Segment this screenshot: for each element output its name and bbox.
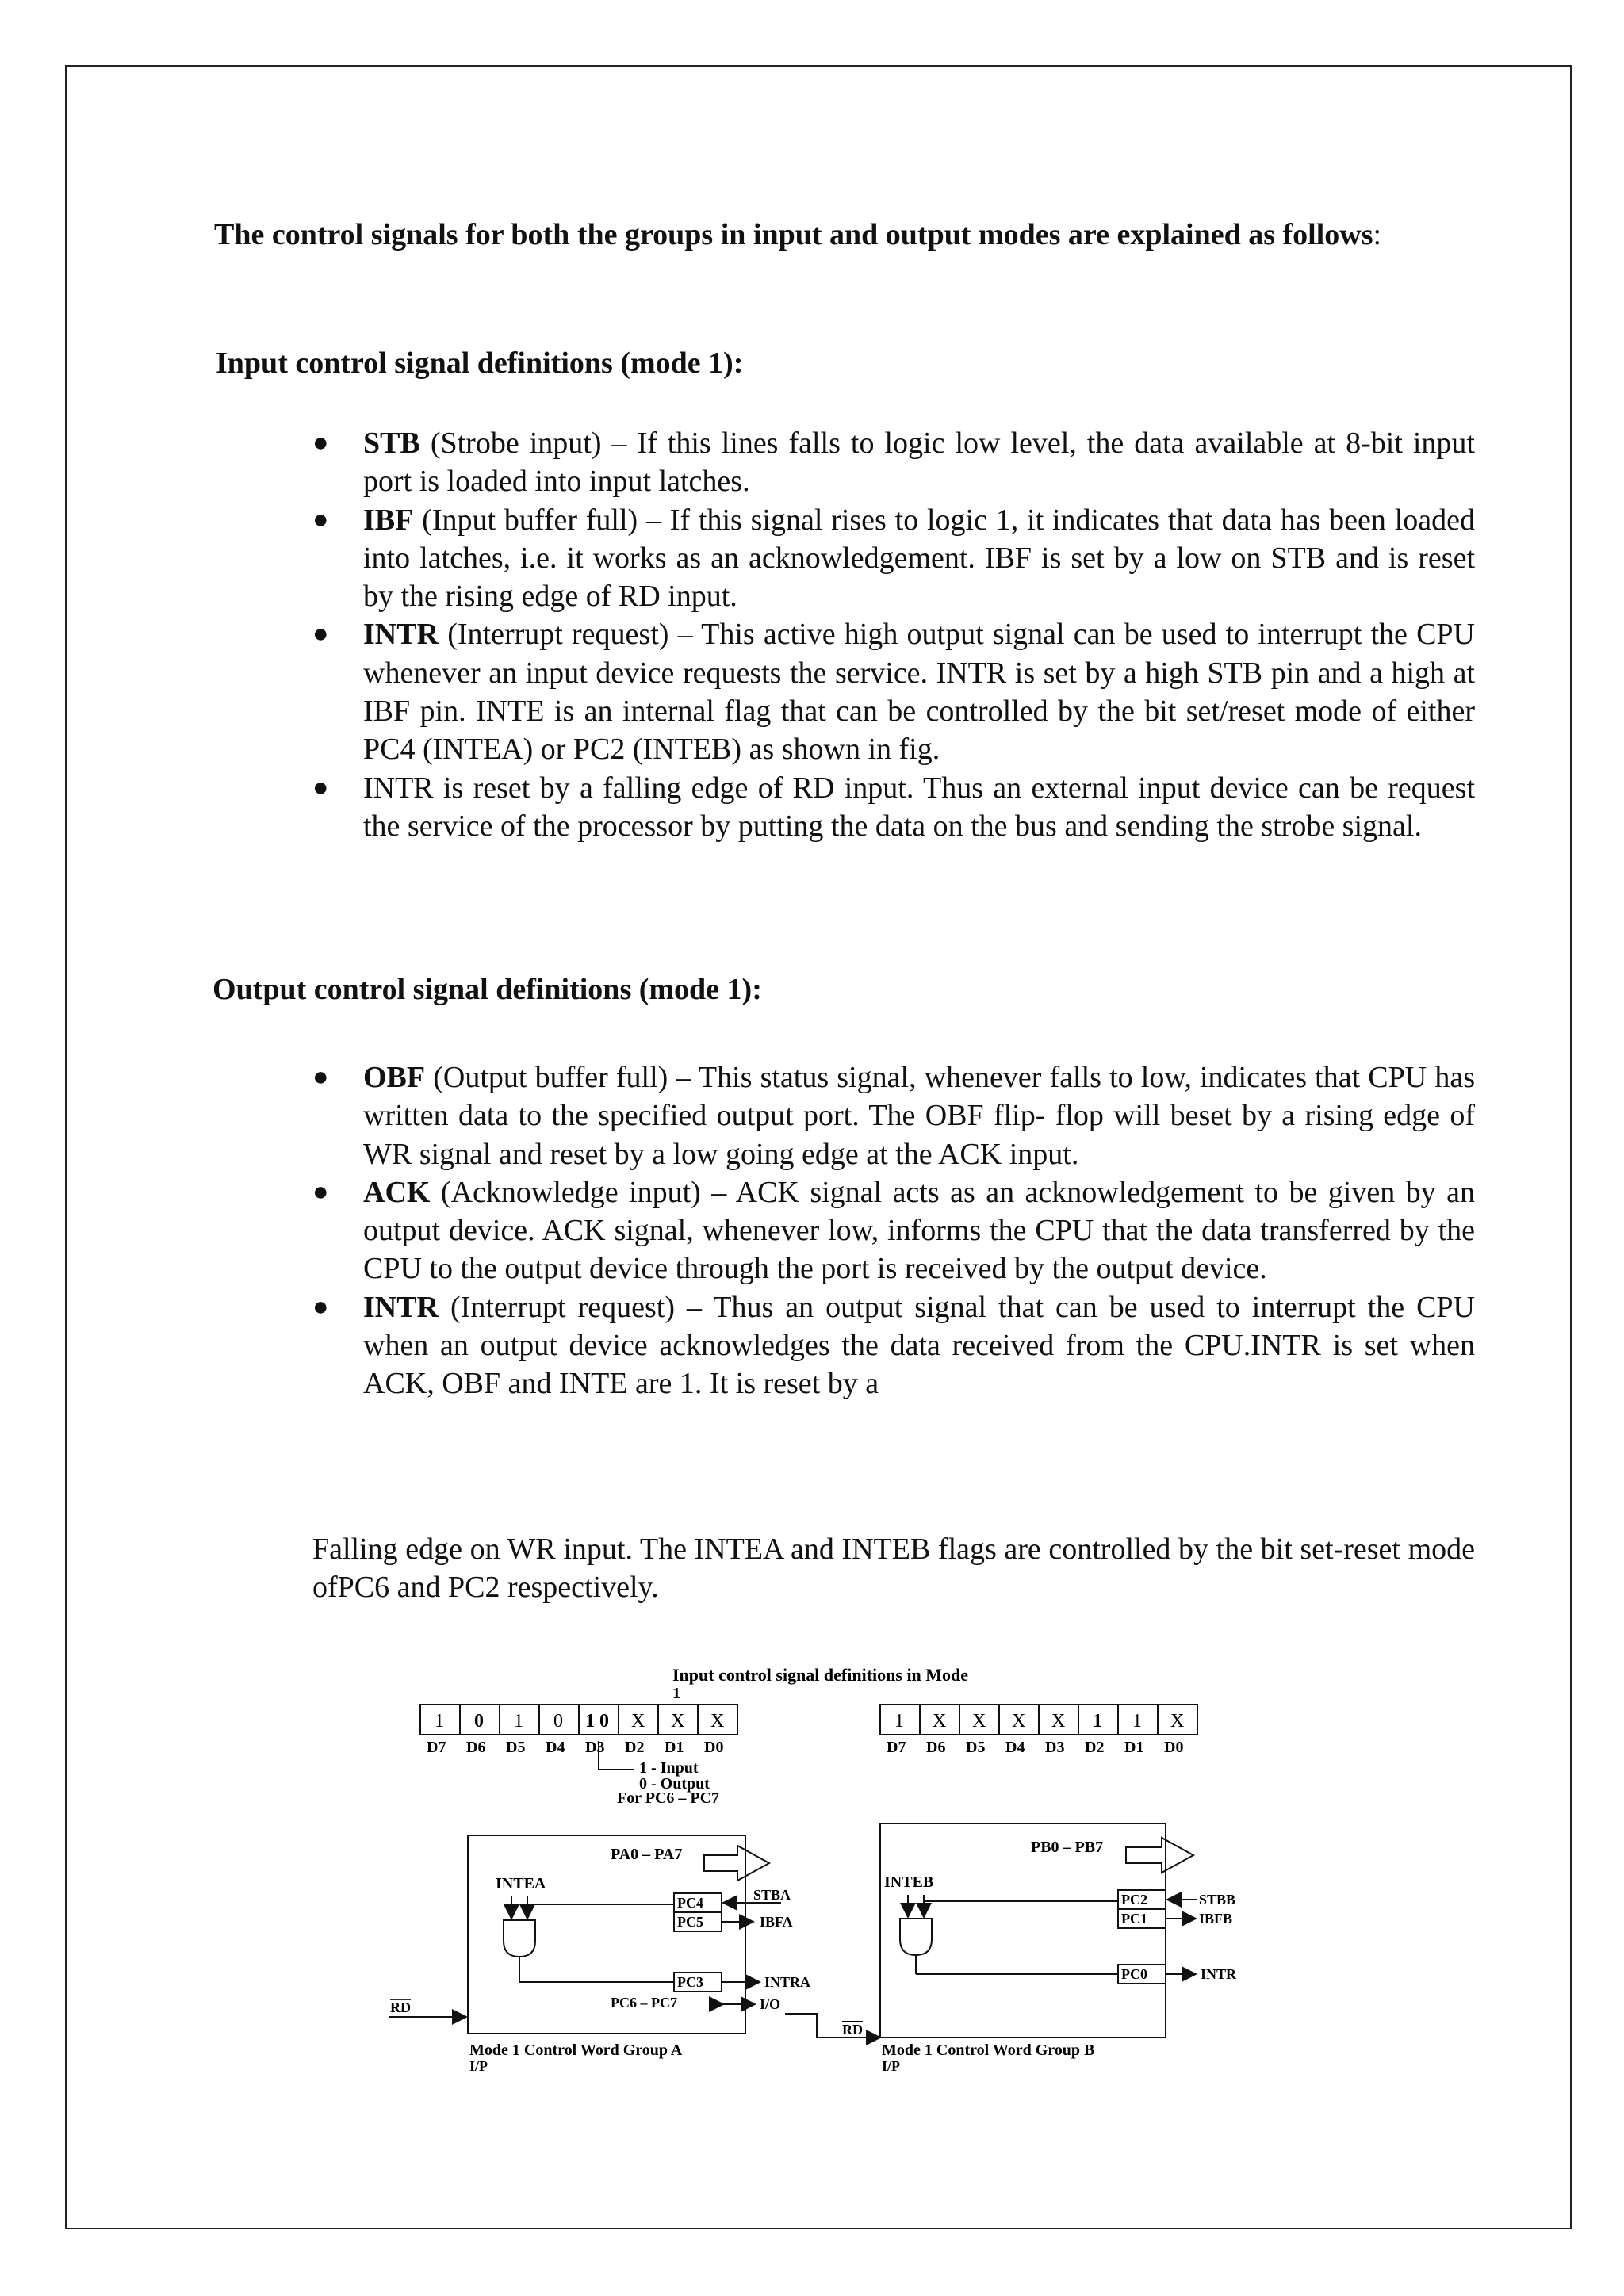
and-gate-icon — [900, 1919, 932, 1955]
inte-a-label: INTEA — [496, 1875, 546, 1892]
bit-label: D7 — [887, 1739, 906, 1756]
bit-cell: X — [1051, 1711, 1066, 1732]
bit-cell: 1 — [1132, 1711, 1142, 1732]
output-section-heading: Output control signal definitions (mode 1): — [213, 973, 762, 1006]
bit-cell: 1 0 — [585, 1711, 609, 1732]
bullet-icon: ● — [312, 1177, 329, 1207]
bullet-icon: ● — [312, 619, 329, 649]
caption-group-a-io: I/P — [469, 2058, 488, 2074]
bit-label: D3 — [1045, 1739, 1065, 1756]
pc67-label: PC6 – PC7 — [611, 1995, 677, 2011]
bit-cell: X — [631, 1711, 645, 1732]
bit-cell: X — [972, 1711, 986, 1732]
signal-description: (Strobe input) – If this lines falls to logic low level, the data available at 8-bit input port is loaded into input latches. — [363, 427, 1475, 499]
signal-term: ACK — [363, 1175, 431, 1209]
output-signal-list — [312, 1058, 1475, 1403]
bit-label: D0 — [704, 1739, 724, 1756]
bit-cell: X — [1012, 1711, 1026, 1732]
list-item — [312, 1173, 1475, 1288]
bit-label: D6 — [926, 1739, 946, 1756]
bit-label: D1 — [1124, 1739, 1144, 1756]
signal-term: OBF — [363, 1061, 426, 1094]
signal-description: (Acknowledge input) – ACK signal acts as an acknowledgement to be given by an output device. ACK signal, whenever low, informs the CPU that the data transferred by the CPU to the output device through the port is received by the output device. — [363, 1175, 1475, 1286]
bullet-icon: ● — [312, 772, 329, 802]
bullet-icon: ● — [312, 1292, 329, 1322]
caption-group-b-io: I/P — [882, 2058, 901, 2074]
bit-label: D4 — [546, 1739, 565, 1756]
pc0-label: PC0 — [1121, 1966, 1147, 1982]
io-note-input: 1 - Input — [639, 1759, 699, 1777]
intro-text: The control signals for both the groups in input and output modes are explained as follows — [214, 218, 1373, 251]
inte-b-label: INTEB — [884, 1873, 934, 1891]
list-item — [312, 501, 1475, 616]
pc1-label: PC1 — [1121, 1911, 1147, 1927]
ibf-a-label: IBFA — [760, 1914, 793, 1930]
bit-label: D4 — [1005, 1739, 1025, 1756]
rd-a-label: RD — [390, 1999, 411, 2015]
list-item — [312, 424, 1475, 501]
list-item — [312, 769, 1475, 846]
bit-cell: 1 — [1093, 1711, 1102, 1732]
rd-b-label: RD — [842, 2022, 863, 2038]
bit-cell: 0 — [553, 1711, 563, 1732]
bit-cell: X — [710, 1711, 725, 1732]
mode1-figure — [373, 1665, 1253, 2077]
bit-label: D0 — [1164, 1739, 1184, 1756]
signal-description: INTR is reset by a falling edge of RD input. Thus an external input device can be request the service of the processor by putting the data on the bus and sending the strobe signal. — [363, 771, 1475, 843]
signal-description: (Interrupt request) – Thus an output signal that can be used to interrupt the CPU when an output device acknowledges the data received from the CPU.INTR is set when ACK, OBF and INTE are 1. It is reset by a — [363, 1290, 1475, 1401]
bit-label: D5 — [966, 1739, 986, 1756]
intro-colon: : — [1373, 218, 1382, 251]
bit-cell: X — [1170, 1711, 1185, 1732]
pc3-label: PC3 — [677, 1974, 703, 1990]
bit-cell: X — [933, 1711, 947, 1732]
signal-description: (Output buffer full) – This status signal, whenever falls to low, indicates that CPU has written data to the specified output port. The OBF flip- flop will beset by a rising edge of WR signal and reset by a low going edge at the ACK input. — [363, 1061, 1475, 1171]
bullet-icon: ● — [312, 504, 329, 534]
intr-a-label: INTRA — [764, 1974, 811, 1990]
bullet-icon: ● — [312, 1062, 329, 1092]
group-b-diagram — [842, 1823, 1237, 2074]
io-label: I/O — [760, 1996, 781, 2012]
intr-b-label: INTR — [1201, 1966, 1237, 1982]
caption-group-a: Mode 1 Control Word Group A — [469, 2042, 683, 2059]
bit-cell: X — [671, 1711, 685, 1732]
bit-label: D2 — [1085, 1739, 1105, 1756]
bullet-icon: ● — [312, 428, 329, 457]
control-word-a — [420, 1705, 737, 1756]
io-note-range: For PC6 – PC7 — [617, 1789, 720, 1807]
signal-description: (Interrupt request) – This active high output signal can be used to interrupt the CPU whenever an input device requests the service. INTR is set by a high STB pin and a high at IBF pin. INTE is an internal flag that can be controlled by the bit set/reset mode of either PC4 (INTEA) or PC2 (INTEB) as shown in fig. — [363, 618, 1475, 767]
bit-label: D2 — [625, 1739, 645, 1756]
control-word-b — [880, 1705, 1197, 1756]
port-b-label: PB0 – PB7 — [1031, 1839, 1104, 1856]
bit-cell: 0 — [474, 1711, 484, 1732]
list-item — [312, 1288, 1475, 1403]
signal-term: STB — [363, 427, 420, 460]
bit-cell: 1 — [514, 1711, 523, 1732]
bit-label: D3 — [585, 1739, 605, 1756]
stb-a-label: STBA — [753, 1887, 791, 1903]
io-note-output: 0 - Output — [639, 1775, 710, 1793]
stb-b-label: STBB — [1199, 1892, 1236, 1908]
continuation-paragraph: Falling edge on WR input. The INTEA and INTEB flags are controlled by the bit set-reset mode ofPC6 and PC2 respectively. — [312, 1533, 1475, 1604]
port-a-label: PA0 – PA7 — [611, 1846, 683, 1863]
input-signal-list — [312, 424, 1475, 845]
caption-group-b: Mode 1 Control Word Group B — [882, 2042, 1095, 2059]
port-arrow-icon — [704, 1846, 769, 1881]
figure-title: Input control signal definitions in Mode — [672, 1665, 969, 1685]
port-arrow-icon — [1126, 1838, 1193, 1873]
signal-term: IBF — [363, 503, 414, 537]
bit-label: D1 — [665, 1739, 684, 1756]
signal-term: INTR — [363, 618, 439, 652]
bit-label: D7 — [427, 1739, 446, 1756]
group-a-diagram — [389, 1835, 810, 2074]
bit-label: D5 — [506, 1739, 526, 1756]
signal-description: (Input buffer full) – If this signal rises to logic 1, it indicates that data has been loaded into latches, i.e. it works as an acknowledgement. IBF is set by a low on STB and is reset by the rising edge of RD input. — [363, 503, 1475, 614]
signal-term: INTR — [363, 1290, 439, 1324]
pc4-label: PC4 — [677, 1895, 703, 1911]
intro-paragraph — [214, 216, 1499, 254]
list-item — [312, 615, 1475, 768]
bit-cell: 1 — [435, 1711, 444, 1732]
pc2-label: PC2 — [1121, 1892, 1147, 1908]
bit-label: D6 — [466, 1739, 486, 1756]
pc5-label: PC5 — [677, 1914, 703, 1930]
figure-title-mode: 1 — [672, 1685, 680, 1702]
ibf-b-label: IBFB — [1199, 1911, 1233, 1927]
input-section-heading: Input control signal definitions (mode 1): — [216, 346, 744, 380]
bit-cell: 1 — [894, 1711, 904, 1732]
and-gate-icon — [504, 1920, 535, 1957]
list-item — [312, 1058, 1475, 1173]
